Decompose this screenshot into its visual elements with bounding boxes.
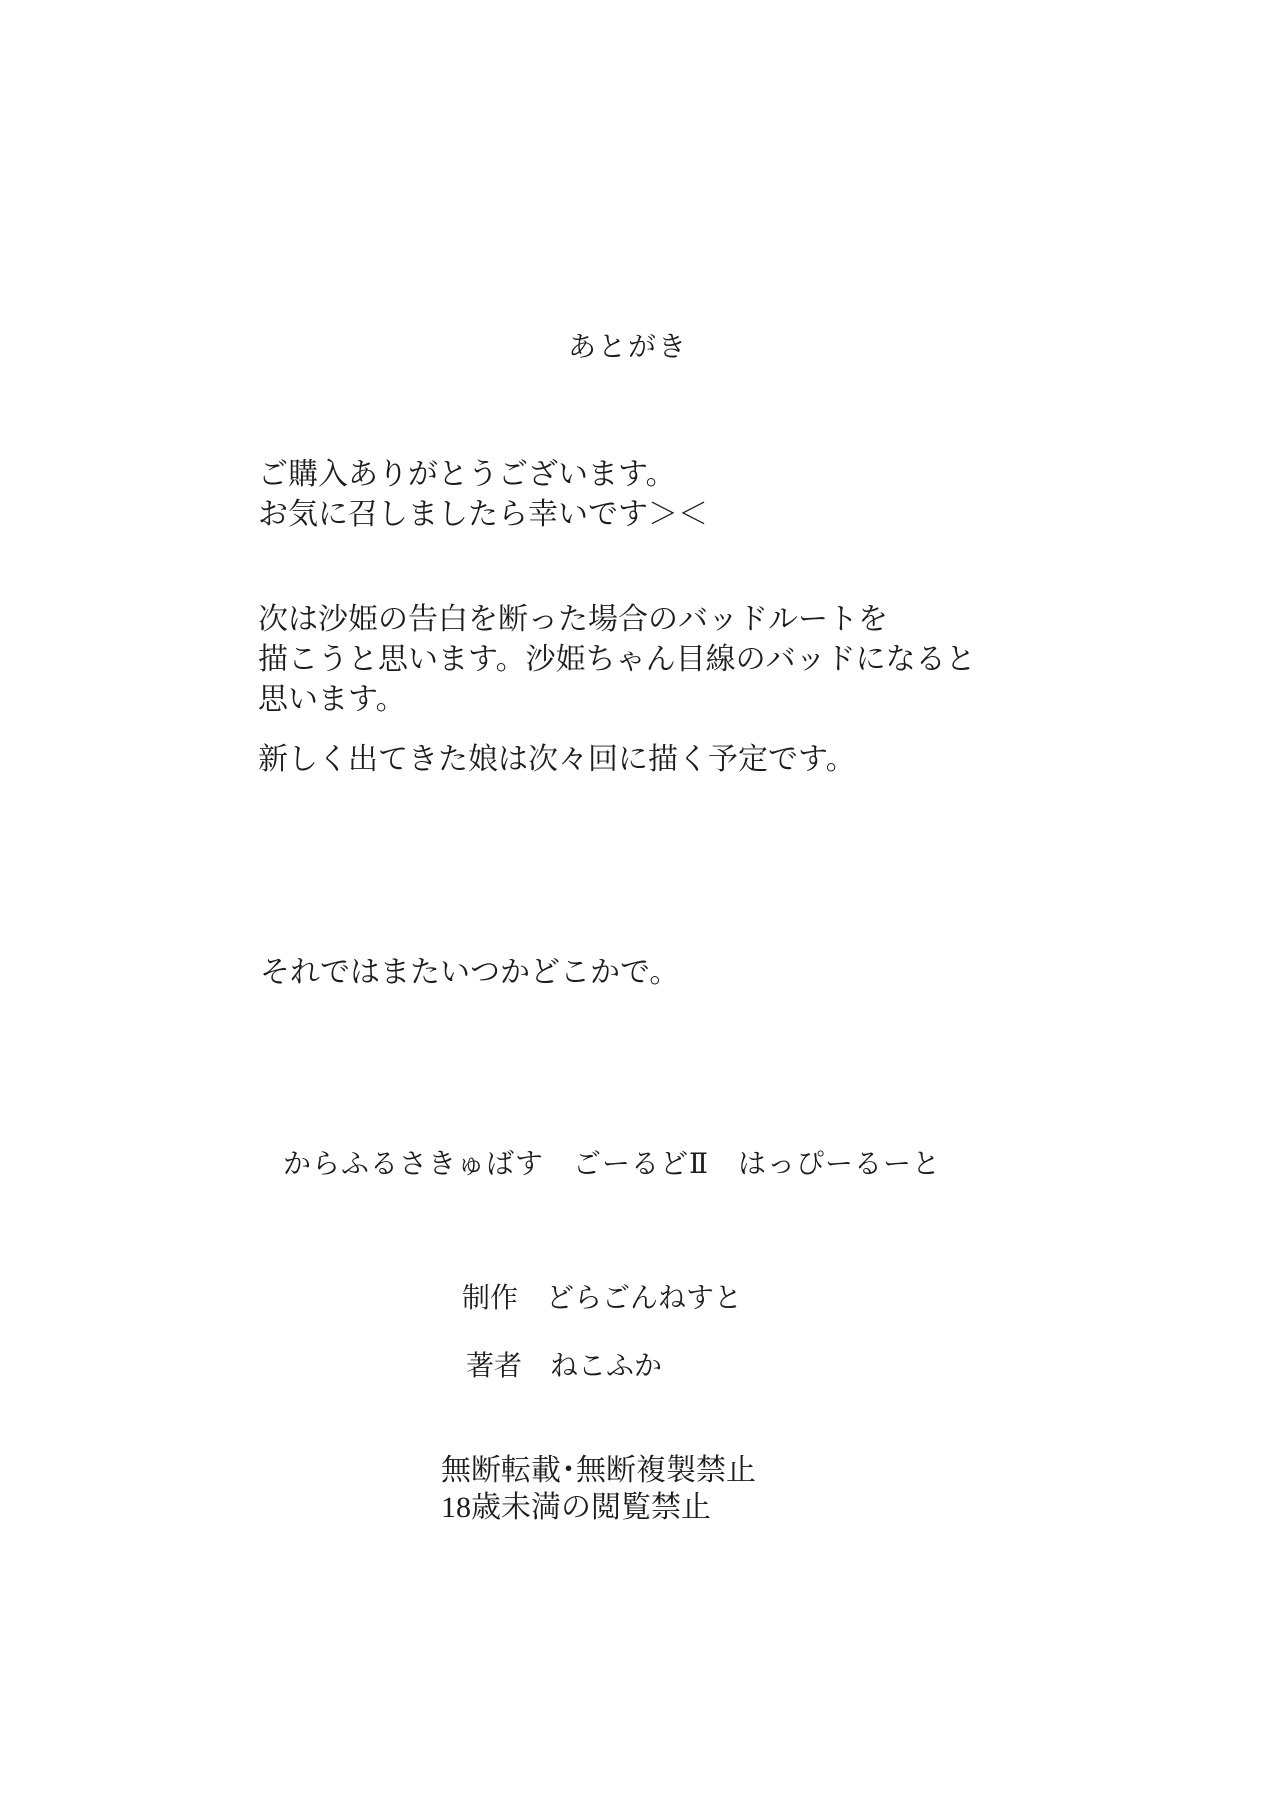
paragraph-thanks bbox=[258, 455, 708, 535]
text-line: 描こうと思います。沙姫ちゃん目線のバッドになると bbox=[258, 643, 976, 676]
notice-line: 18歳未満の閲覧禁止 bbox=[441, 1491, 711, 1524]
credit-author: 著者 ねこふか bbox=[466, 1351, 663, 1382]
text-line: それではまたいつかどこかで。 bbox=[260, 956, 680, 989]
text-line: ご購入ありがとうございます。 bbox=[258, 458, 676, 491]
text-line: お気に召しましたら幸いです＞＜ bbox=[258, 498, 708, 531]
text-line: 新しく出てきた娘は次々回に描く予定です。 bbox=[258, 743, 856, 776]
credit-production: 制作 どらごんねすと bbox=[462, 1283, 743, 1314]
page-title: あとがき bbox=[568, 332, 689, 363]
book-title: からふるさきゅばす ごーるどⅡ はっぴーるーと bbox=[283, 1149, 942, 1180]
text-line: 思います。 bbox=[258, 683, 406, 716]
copyright-notice bbox=[441, 1452, 756, 1526]
paragraph-next-work bbox=[258, 600, 976, 720]
text-line: 次は沙姫の告白を断った場合のバッドルートを bbox=[258, 603, 888, 636]
paragraph-new-girl bbox=[258, 740, 856, 780]
notice-line: 無断転載･無断複製禁止 bbox=[441, 1454, 756, 1487]
paragraph-farewell bbox=[260, 953, 679, 993]
